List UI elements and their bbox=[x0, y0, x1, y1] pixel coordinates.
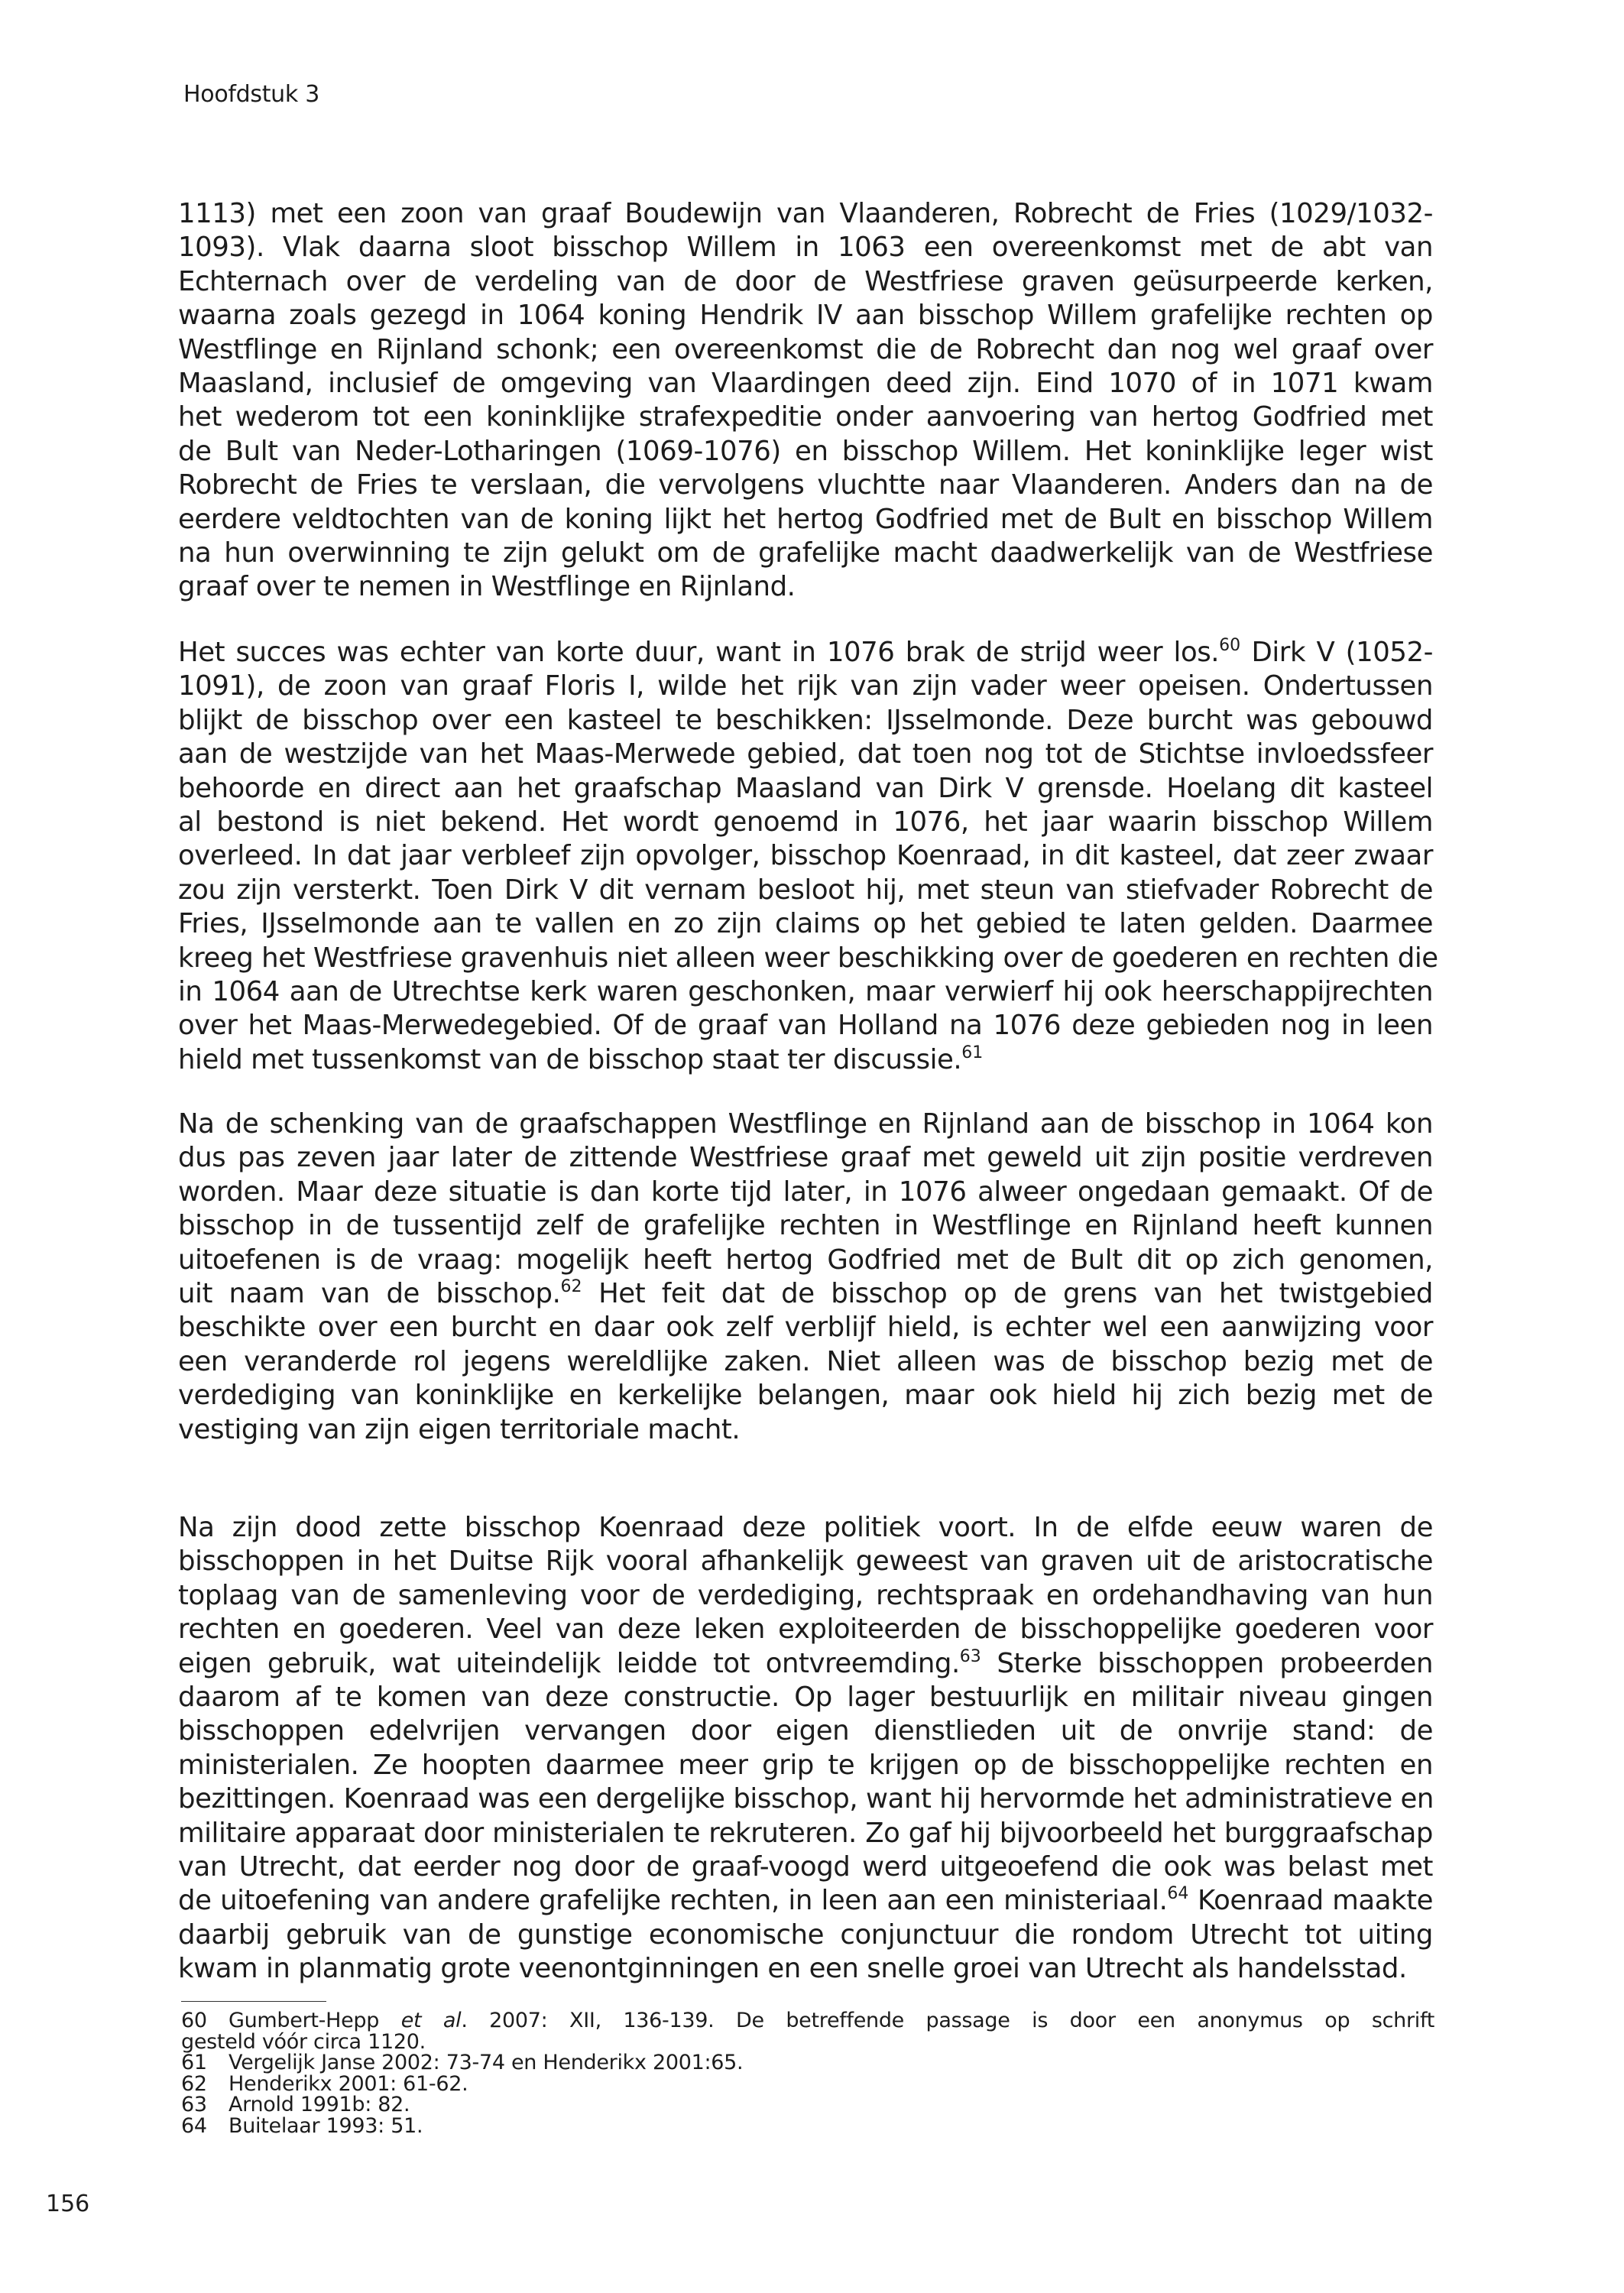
page-number: 156 bbox=[46, 2191, 90, 2217]
text-line: aan de westzijde van het Maas-Merwede gebied, dat toen nog tot de Stichtse invloedssfeer bbox=[178, 738, 1433, 770]
footnote-item bbox=[181, 2113, 1434, 2138]
footnote-item bbox=[181, 2052, 1434, 2074]
text-line: kreeg het Westfriese gravenhuis niet alleen weer beschikking over de goederen en rechten die bbox=[178, 942, 1438, 974]
footnote-number: 60 bbox=[181, 2009, 207, 2032]
paragraph-3 bbox=[178, 1108, 1433, 1447]
footnote-separator bbox=[181, 2001, 326, 2002]
footnote-text-italic: et al bbox=[400, 2009, 462, 2032]
text-line: Na de schenking van de graafschappen Westflinge en Rijnland aan de bisschop in 1064 kon bbox=[178, 1108, 1433, 1140]
paragraph-4 bbox=[178, 1511, 1433, 1986]
text-line: de Bult van Neder-Lotharingen (1069-1076) en bisschop Willem. Het koninklijke leger wist bbox=[178, 435, 1433, 467]
footnote-reference[interactable]: 64 bbox=[1167, 1884, 1189, 1904]
footnote-text: . 2007: XII, 136-139. De betreffende passage is door een anonymus op schrift bbox=[461, 2009, 1435, 2032]
text-segment: uit naam van de bisschop. bbox=[178, 1277, 561, 1309]
text-line: al bestond is niet bekend. Het wordt genoemd in 1076, het jaar waarin bisschop Willem bbox=[178, 806, 1433, 838]
text-line: het wederom tot een koninklijke strafexpeditie onder aanvoering van hertog Godfried met bbox=[178, 401, 1433, 433]
footnote-item bbox=[181, 2010, 1434, 2052]
paragraph-2 bbox=[178, 636, 1438, 1077]
footnote-reference[interactable]: 63 bbox=[959, 1646, 981, 1666]
text-line: graaf over te nemen in Westflinge en Rijnland. bbox=[178, 571, 796, 603]
text-line: kwam in planmatig grote veenontginningen en een snelle groei van Utrecht als handelsstad. bbox=[178, 1953, 1407, 1985]
footnote-item bbox=[181, 2071, 1434, 2096]
text-segment: Dirk V (1052- bbox=[1240, 637, 1433, 668]
text-line: daarbij gebruik van de gunstige economische conjunctuur die rondom Utrecht tot uiting bbox=[178, 1918, 1433, 1951]
text-line: verdediging van koninklijke en kerkelijke belangen, maar ook hield hij zich bezig met de bbox=[178, 1380, 1433, 1412]
text-segment: hield met tussenkomst van de bisschop staat ter discussie. bbox=[178, 1043, 962, 1075]
text-line: na hun overwinning te zijn gelukt om de grafelijke macht daadwerkelijk van de Westfriese bbox=[178, 537, 1433, 569]
text-line: bezittingen. Koenraad was een dergelijke bisschop, want hij hervormde het administratieve en bbox=[178, 1783, 1434, 1815]
footnotes bbox=[181, 2010, 1434, 2136]
text-line: dus pas zeven jaar later de zittende Westfriese graaf met geweld uit zijn positie verdreven bbox=[178, 1142, 1433, 1174]
text-line: overleed. In dat jaar verbleef zijn opvolger, bisschop Koenraad, in dit kasteel, dat zeer zwaar bbox=[178, 840, 1433, 872]
text-line: vestiging van zijn eigen territoriale macht. bbox=[178, 1413, 741, 1445]
text-line: 1093). Vlak daarna sloot bisschop Willem in 1063 een overeenkomst met de abt van bbox=[178, 232, 1433, 264]
text-line: een veranderde rol jegens wereldlijke zaken. Niet alleen was de bisschop bezig met de bbox=[178, 1345, 1433, 1377]
footnote-number: 62 bbox=[181, 2071, 207, 2096]
text-line: over het Maas-Merwedegebied. Of de graaf van Holland na 1076 deze gebieden nog in leen bbox=[178, 1010, 1433, 1042]
text-line: behoorde en direct aan het graafschap Maasland van Dirk V grensde. Hoelang dit kasteel bbox=[178, 772, 1433, 804]
footnote-text: Henderikx 2001: 61-62. bbox=[229, 2071, 468, 2096]
footnote-reference[interactable]: 60 bbox=[1219, 636, 1241, 655]
footnote-reference[interactable]: 61 bbox=[961, 1043, 984, 1062]
text-line: Fries, IJsselmonde aan te vallen en zo zijn claims op het gebied te laten gelden. Daarmee bbox=[178, 908, 1433, 940]
footnote-line bbox=[181, 2010, 1434, 2032]
text-line: Robrecht de Fries te verslaan, die vervolgens vluchtte naar Vlaanderen. Anders dan na de bbox=[178, 469, 1433, 501]
text-line: Westflinge en Rijnland schonk; een overeenkomst die de Robrecht dan nog wel graaf over bbox=[178, 333, 1433, 365]
footnote-line bbox=[181, 2072, 468, 2096]
text-line: Echternach over de verdeling van de door de Westfriese graven geüsurpeerde kerken, bbox=[178, 265, 1433, 297]
text-segment: de uitoefening van andere grafelijke rechten, in leen aan een ministeriaal. bbox=[178, 1885, 1168, 1917]
text-line bbox=[178, 1043, 1433, 1077]
text-line: Maasland, inclusief de omgeving van Vlaardingen deed zijn. Eind 1070 of in 1071 kwam bbox=[178, 367, 1433, 399]
footnote-text: Vergelijk Janse 2002: 73-74 en Henderikx 2001:65. bbox=[229, 2051, 744, 2074]
text-line: eerdere veldtochten van de koning lijkt het hertog Godfried met de Bult en bisschop Willem bbox=[178, 503, 1433, 535]
footnote-line bbox=[181, 2114, 423, 2138]
footnote-number: 63 bbox=[181, 2093, 207, 2116]
footnote-text: Arnold 1991b: 82. bbox=[229, 2093, 410, 2116]
text-line: beschikte over een burcht en daar ook zelf verblijf hield, is echter wel een aanwijzing voor bbox=[178, 1312, 1433, 1344]
footnote-number: 64 bbox=[181, 2113, 207, 2138]
text-segment: Sterke bisschoppen probeerden bbox=[981, 1647, 1433, 1679]
text-line bbox=[178, 1884, 1433, 1918]
text-line: toplaag van de samenleving voor de verdediging, rechtspraak en ordehandhaving van hun bbox=[178, 1579, 1433, 1611]
paragraph-1 bbox=[178, 197, 1433, 605]
text-line: 1113) met een zoon van graaf Boudewijn van Vlaanderen, Robrecht de Fries (1029/1032- bbox=[178, 198, 1433, 229]
running-head: Hoofdstuk 3 bbox=[183, 81, 319, 108]
text-line bbox=[178, 1647, 1433, 1681]
text-line: rechten en goederen. Veel van deze leken exploiteerden de bisschoppelijke goederen voor bbox=[178, 1614, 1433, 1646]
text-line: militaire apparaat door ministerialen te rekruteren. Zo gaf hij bijvoorbeeld het burggraafschap bbox=[178, 1817, 1433, 1849]
text-line: worden. Maar deze situatie is dan korte tijd later, in 1076 alweer ongedaan gemaakt. Of de bbox=[178, 1176, 1433, 1208]
text-line: zou zijn versterkt. Toen Dirk V dit vernam besloot hij, met steun van stiefvader Robrecht de bbox=[178, 874, 1433, 906]
footnote-number: 61 bbox=[181, 2051, 207, 2074]
text-line: bisschop in de tussentijd zelf de grafelijke rechten in Westflinge en Rijnland heeft kunnen bbox=[178, 1210, 1433, 1242]
text-line: waarna zoals gezegd in 1064 koning Hendrik IV aan bisschop Willem grafelijke rechten op bbox=[178, 300, 1433, 332]
footnote-text: Buitelaar 1993: 51. bbox=[229, 2113, 423, 2138]
footnote-line bbox=[181, 2093, 410, 2116]
text-segment: Het succes was echter van korte duur, want in 1076 brak de strijd weer los. bbox=[178, 637, 1220, 668]
footnote-line bbox=[181, 2051, 743, 2074]
text-line bbox=[178, 1277, 1433, 1311]
text-line bbox=[178, 636, 1433, 670]
text-line: Na zijn dood zette bisschop Koenraad deze politiek voort. In de elfde eeuw waren de bbox=[178, 1512, 1433, 1543]
text-line: in 1064 aan de Utrechtse kerk waren geschonken, maar verwierf hij ook heerschappijrechten bbox=[178, 975, 1433, 1007]
footnote-text: Gumbert-Hepp bbox=[229, 2009, 401, 2032]
footnote-reference[interactable]: 62 bbox=[560, 1276, 582, 1296]
footnote-item bbox=[181, 2094, 1434, 2116]
text-line: van Utrecht, dat eerder nog door de graaf-voogd werd uitgeoefend die ook was belast met bbox=[178, 1850, 1433, 1883]
text-segment: Koenraad maakte bbox=[1188, 1885, 1433, 1917]
footnote-continuation: gesteld vóór circa 1120. bbox=[181, 2029, 426, 2054]
text-line: ministerialen. Ze hoopten daarmee meer grip te krijgen op de bisschoppelijke rechten en bbox=[178, 1749, 1433, 1781]
text-segment: eigen gebruik, wat uiteindelijk leidde tot ontvreemding. bbox=[178, 1647, 960, 1679]
text-line: blijkt de bisschop over een kasteel te beschikken: IJsselmonde. Deze burcht was gebouwd bbox=[178, 704, 1433, 736]
text-line: daarom af te komen van deze constructie. Op lager bestuurlijk en militair niveau gingen bbox=[178, 1681, 1433, 1713]
text-line: 1091), de zoon van graaf Floris I, wilde het rijk van zijn vader weer opeisen. Ondertussen bbox=[178, 670, 1433, 702]
text-line: uitoefenen is de vraag: mogelijk heeft hertog Godfried met de Bult dit op zich genomen, bbox=[178, 1244, 1433, 1276]
text-line: bisschoppen in het Duitse Rijk vooral afhankelijk geweest van graven uit de aristocratische bbox=[178, 1545, 1433, 1578]
text-line: bisschoppen edelvrijen vervangen door eigen dienstlieden uit de onvrije stand: de bbox=[178, 1715, 1433, 1747]
text-segment: Het feit dat de bisschop op de grens van het twistgebied bbox=[582, 1277, 1433, 1309]
